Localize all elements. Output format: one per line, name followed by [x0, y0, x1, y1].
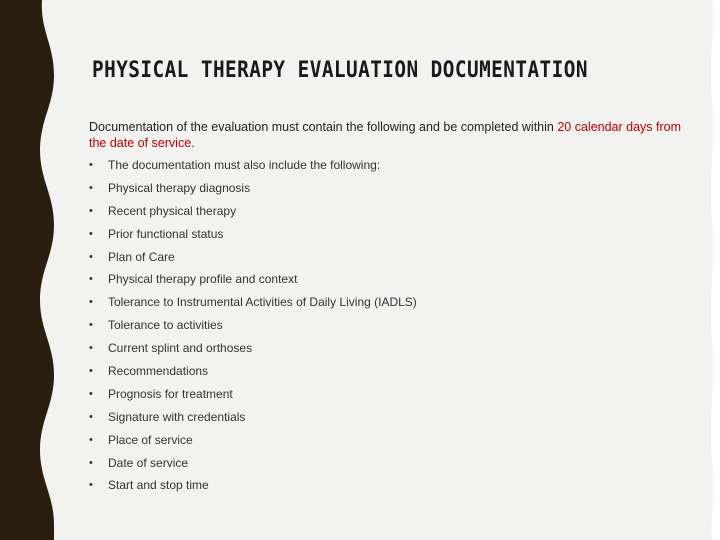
list-item-text: Start and stop time: [108, 478, 209, 493]
list-item: [89, 408, 417, 431]
list-item-text: Place of service: [108, 432, 193, 447]
list-item-text: Prognosis for treatment: [108, 386, 233, 401]
list-item: [89, 454, 417, 477]
bullet-icon: •: [89, 479, 93, 492]
bullet-icon: •: [89, 227, 93, 240]
slide-title: PHYSICAL THERAPY EVALUATION DOCUMENTATION: [92, 58, 588, 83]
list-item-text: Current splint and orthoses: [108, 341, 253, 356]
left-decorative-border: [0, 0, 60, 540]
list-item-text: Plan of Care: [108, 249, 175, 264]
list-item: [89, 339, 417, 362]
list-item-text: Physical therapy diagnosis: [108, 180, 251, 195]
list-item: [89, 179, 417, 202]
list-item: [89, 476, 417, 499]
list-item: [89, 293, 417, 316]
list-item: [89, 316, 417, 339]
bullet-icon: •: [89, 342, 93, 355]
list-item-text: Recommendations: [108, 364, 209, 379]
list-item-text: Signature with credentials: [108, 409, 246, 424]
right-decorative-border: [706, 0, 720, 540]
bullet-icon: •: [89, 365, 93, 378]
bullet-icon: •: [89, 250, 93, 263]
list-item: [89, 385, 417, 408]
bullet-icon: •: [89, 319, 93, 332]
bullet-icon: •: [89, 273, 93, 286]
list-item: [89, 202, 417, 225]
list-item-text: Date of service: [108, 455, 189, 470]
requirements-list: [89, 156, 417, 499]
list-item-text: Tolerance to activities: [108, 318, 223, 333]
bullet-icon: •: [89, 456, 93, 469]
intro-paragraph: [89, 119, 689, 151]
bullet-icon: •: [89, 433, 93, 446]
bullet-icon: •: [89, 204, 93, 217]
list-item-text: The documentation must also include the following:: [108, 158, 381, 172]
list-item: [89, 156, 417, 179]
list-item: [89, 270, 417, 293]
deadline-highlight: 20 calendar days: [557, 120, 653, 134]
bullet-icon: •: [89, 296, 93, 309]
bullet-icon: •: [89, 181, 93, 194]
bullet-icon: •: [89, 159, 93, 171]
list-item: [89, 225, 417, 248]
bullet-icon: •: [89, 410, 93, 423]
list-item-text: Tolerance to Instrumental Activities of Daily Living (IADLS): [108, 295, 417, 310]
list-item-text: Recent physical therapy: [108, 203, 237, 218]
bullet-icon: •: [89, 387, 93, 400]
intro-tail: from the date of service.: [89, 120, 682, 150]
list-item: [89, 362, 417, 385]
list-item: [89, 431, 417, 454]
intro-text: Documentation of the evaluation must contain the following and be completed within: [89, 120, 558, 134]
list-item: [89, 248, 417, 271]
list-item-text: Physical therapy profile and context: [108, 272, 298, 287]
list-item-text: Prior functional status: [108, 226, 224, 241]
